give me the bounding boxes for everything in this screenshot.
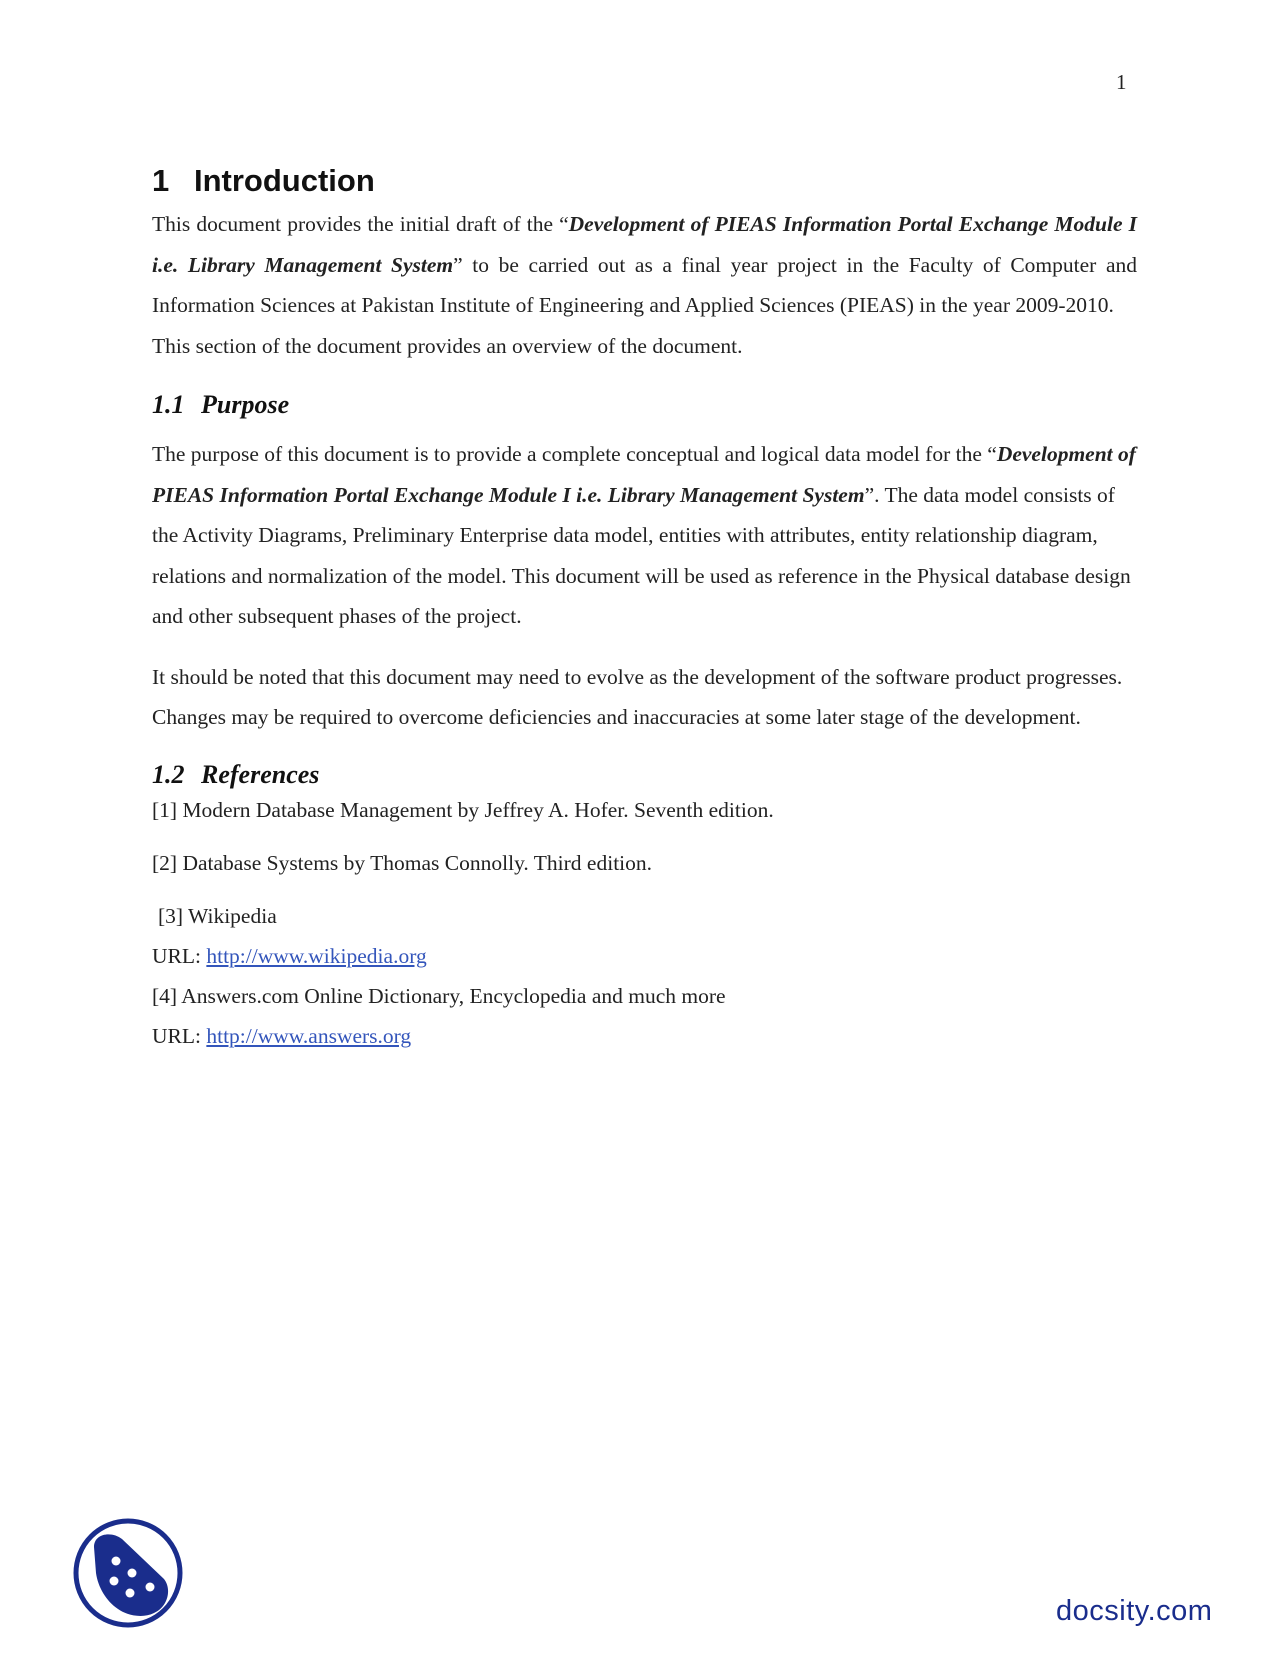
intro-text-start: This document provides the initial draft of the “: [152, 212, 569, 236]
section-number: 1: [152, 163, 170, 198]
intro-project-title: Development of PIEAS Information Portal Exchange Module I i.e. Library Management System: [152, 212, 1137, 277]
purpose-text-start: The purpose of this document is to provide a complete conceptual and logical data model for the “: [152, 442, 997, 466]
subsection-heading-references: [152, 760, 1137, 790]
reference-3-url-line: [152, 936, 1137, 976]
subsection-heading-purpose: [152, 390, 1137, 420]
purpose-project-title: Development of PIEAS Information Portal Exchange Module I i.e. Library Management System: [152, 442, 1136, 507]
purpose-note-paragraph: It should be noted that this document may need to evolve as the development of the software product progresses. Changes may be required to overcome deficiencies and inaccuracies at some later stage of the development.: [152, 664, 1123, 729]
url-label: URL:: [152, 943, 207, 968]
purpose-text-end: ”. The data model consists of the Activity Diagrams, Preliminary Enterprise data model, entities with attributes, entity relationship diagram, relations and normalization of the model. This document will be used as reference in the Physical database design and other subsequent phases of the project.: [152, 482, 1131, 628]
reference-1: [1] Modern Database Management by Jeffrey A. Hofer. Seventh edition.: [152, 797, 774, 822]
reference-2: [2] Database Systems by Thomas Connolly. Third edition.: [152, 850, 653, 875]
subsection-number: 1.1: [152, 390, 185, 419]
reference-4: [4] Answers.com Online Dictionary, Encyclopedia and much more: [152, 983, 726, 1008]
page-number: 1: [1116, 70, 1127, 94]
intro-text-end: ” to be carried out as a final year project in the Faculty of Computer and Information Sciences at Pakistan Institute of Engineering and Applied Sciences (PIEAS) in the year 2009-2010.: [152, 252, 1137, 317]
document-body: [152, 160, 1137, 1056]
subsection-title: Purpose: [201, 390, 290, 419]
reference-4-url-line: [152, 1016, 1137, 1056]
answers-link[interactable]: http://www.answers.org: [206, 1023, 412, 1048]
docsity-logo-icon: [72, 1517, 184, 1629]
docsity-brand-text[interactable]: docsity.com: [1056, 1595, 1213, 1627]
reference-3: [3] Wikipedia: [158, 903, 277, 928]
section-heading-introduction: [152, 160, 1137, 202]
section-title: Introduction: [194, 163, 375, 198]
intro-paragraph: [152, 204, 1137, 326]
purpose-paragraph: [152, 434, 1137, 637]
wikipedia-link[interactable]: http://www.wikipedia.org: [206, 943, 427, 968]
intro-overview-paragraph: This section of the document provides an overview of the document.: [152, 333, 743, 358]
subsection-title: References: [201, 759, 320, 789]
url-label: URL:: [152, 1023, 207, 1048]
subsection-number: 1.2: [152, 759, 185, 789]
